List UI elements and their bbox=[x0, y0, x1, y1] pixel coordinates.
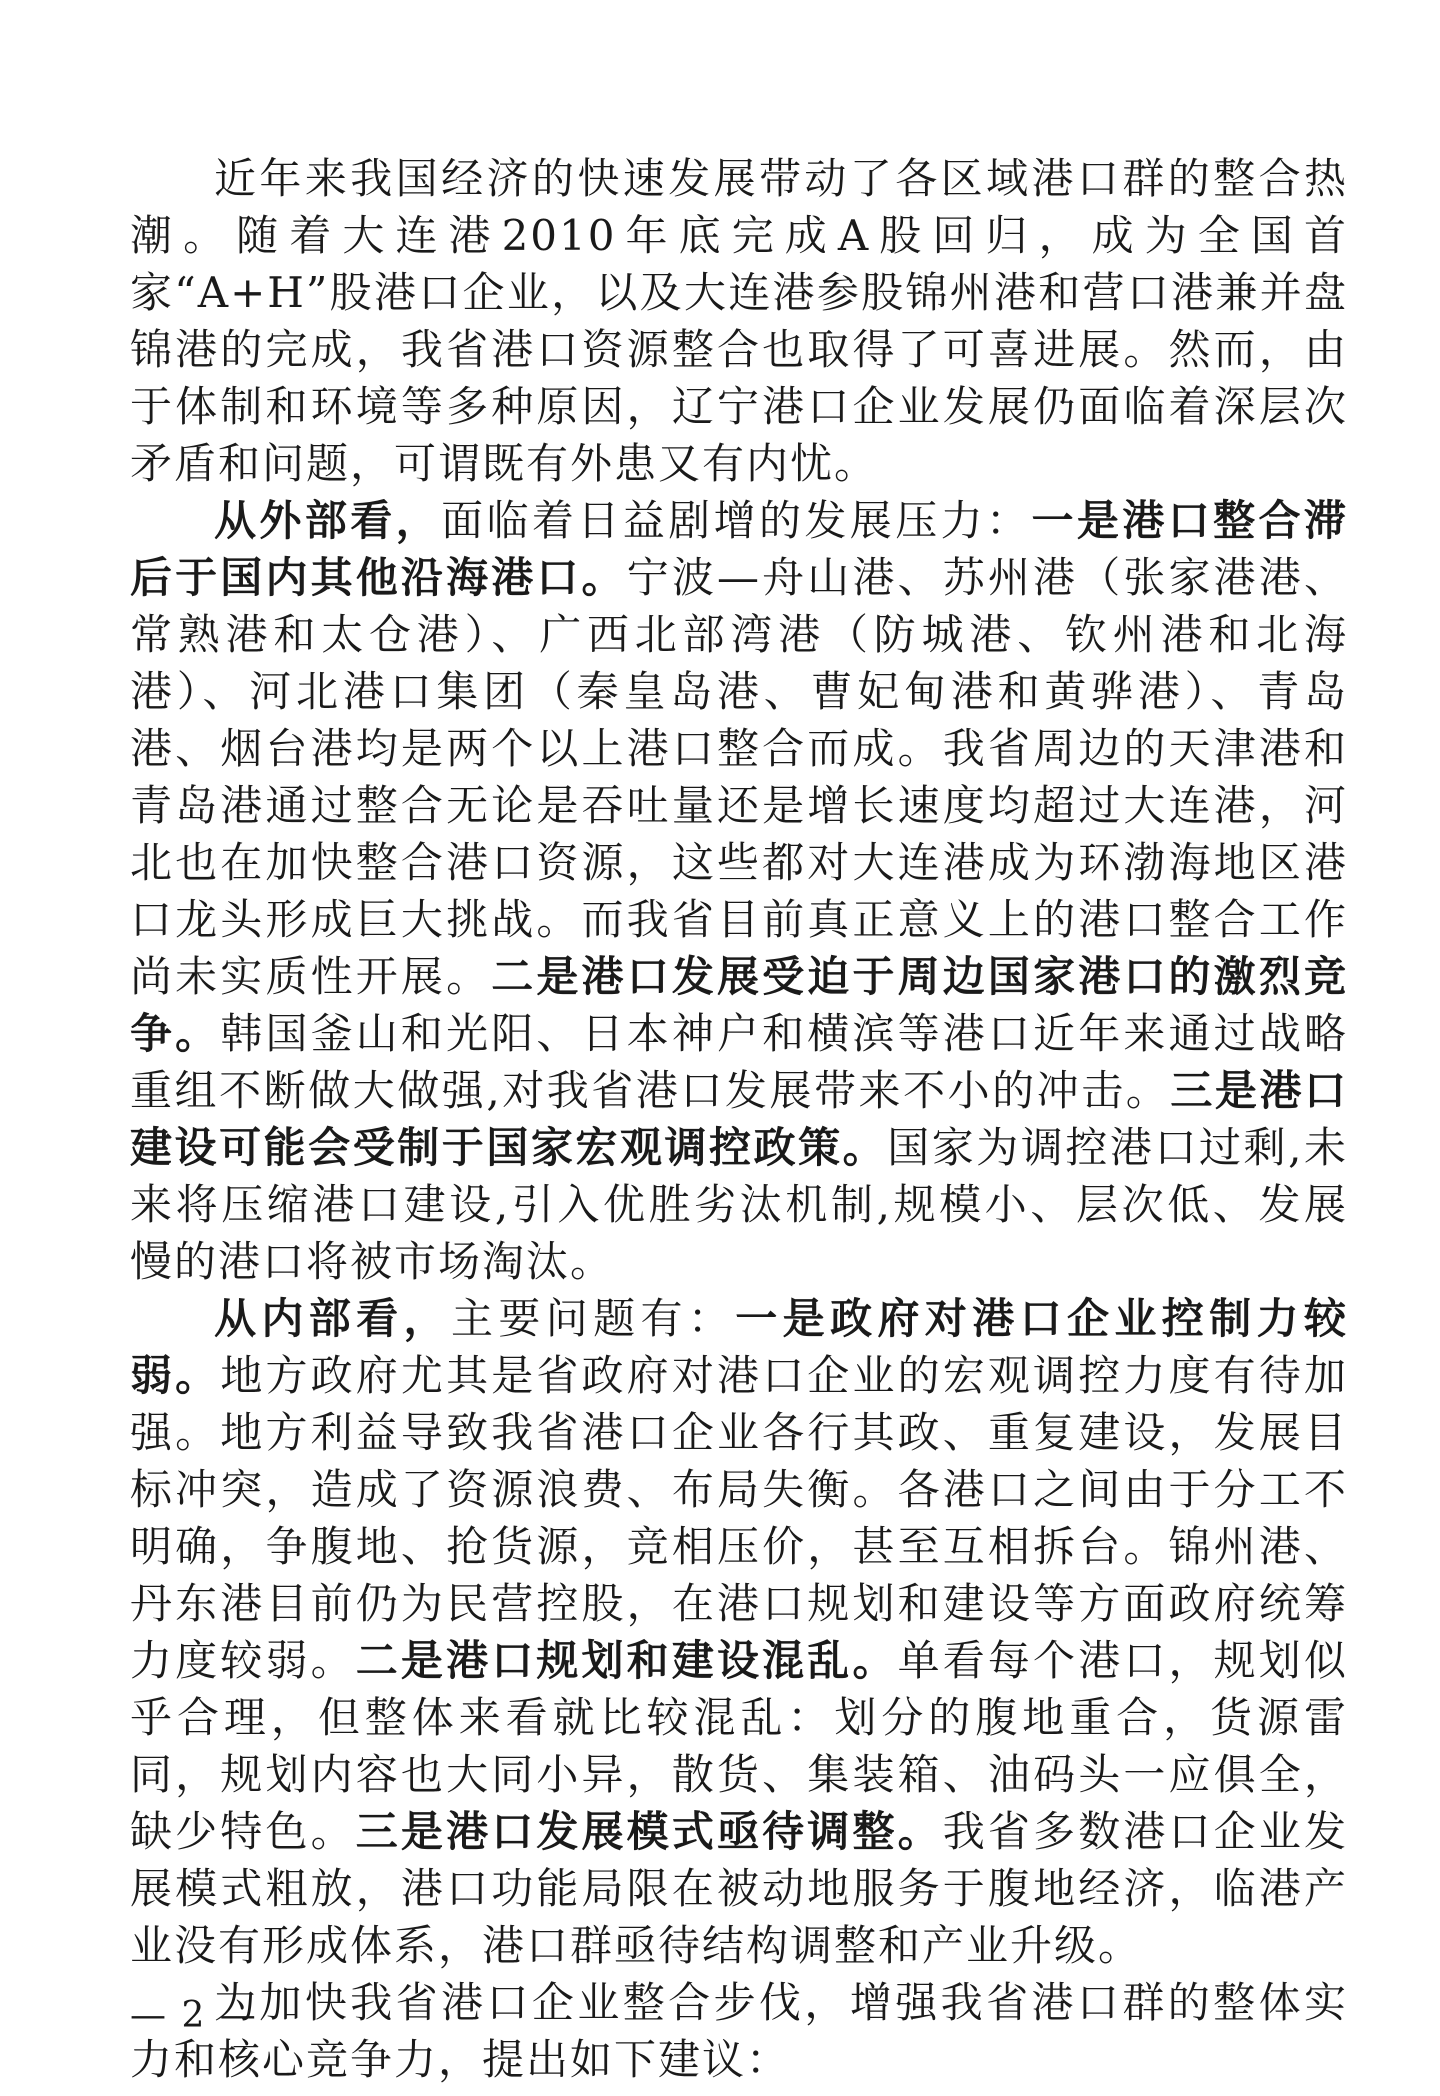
paragraph-internal bbox=[130, 1290, 1348, 1974]
document-page bbox=[130, 150, 1348, 2088]
paragraph-intro bbox=[130, 150, 1348, 492]
text-segment: 国家为调控港口过剩,未来将压缩港口建设,引入优胜劣汰机制,规模小、层次低、发展慢的港口将被市场淘汰。 bbox=[130, 1123, 1348, 1286]
bold-point: 三是港口发展模式亟待调整。 bbox=[355, 1807, 943, 1856]
text-segment: 韩国釜山和光阳、日本神户和横滨等港口近年来通过战略重组不断做大做强,对我省港口发展带来不小的冲击。 bbox=[130, 1009, 1348, 1115]
bold-point: 二是港口发展受迫于周边国家港口的激烈竞争。 bbox=[130, 952, 1348, 1058]
text-segment: 宁波—舟山港、苏州港（张家港港、常熟港和太仓港）、广西北部湾港（防城港、钦州港和北海港）、河北港口集团（秦皇岛港、曹妃甸港和黄骅港）、青岛港、烟台港均是两个以上港口整合而成。我省周边的天津港和青岛港通过整合无论是吞吐量还是增长速度均超过大连港，河北也在加快整合港口资源，这些都对大连港成为环渤海地区港口龙头形成巨大挑战。而我省目前真正意义上的港口整合工作尚未实质性开展。 bbox=[130, 553, 1348, 1001]
paragraph-external bbox=[130, 492, 1348, 1290]
paragraph-proposal bbox=[130, 1974, 1348, 2088]
bold-point: 一是政府对港口企业控制力较弱。 bbox=[130, 1294, 1348, 1400]
bold-heading: 从内部看， bbox=[214, 1294, 451, 1343]
bold-heading: 从外部看， bbox=[214, 496, 442, 545]
text-segment: 我省多数港口企业发展模式粗放，港口功能局限在被动地服务于腹地经济，临港产业没有形成体系，港口群亟待结构调整和产业升级。 bbox=[130, 1807, 1348, 1970]
bold-point: 二是港口规划和建设混乱。 bbox=[355, 1636, 898, 1685]
text-segment: 为加快我省港口企业整合步伐，增强我省港口群的整体实力和核心竞争力，提出如下建议： bbox=[130, 1978, 1348, 2084]
text-segment: 地方政府尤其是省政府对港口企业的宏观调控力度有待加强。地方利益导致我省港口企业各行其政、重复建设，发展目标冲突，造成了资源浪费、布局失衡。各港口之间由于分工不明确，争腹地、抢货源，竞相压价，甚至互相拆台。锦州港、丹东港目前仍为民营控股，在港口规划和建设等方面政府统筹力度较弱。 bbox=[130, 1351, 1348, 1685]
text-segment: 面临着日益剧增的发展压力： bbox=[441, 496, 1032, 545]
text-segment: 主要问题有： bbox=[450, 1294, 736, 1343]
text-segment: 单看每个港口，规划似乎合理，但整体来看就比较混乱：划分的腹地重合，货源雷同，规划内容也大同小异，散货、集装箱、油码头一应俱全，缺少特色。 bbox=[130, 1636, 1348, 1856]
page-number: — 2 — bbox=[130, 1995, 258, 2036]
bold-point: 一是港口整合滞后于国内其他沿海港口。 bbox=[130, 496, 1348, 602]
text-segment: 近年来我国经济的快速发展带动了各区域港口群的整合热潮。随着大连港2010年底完成A股回归，成为全国首家“A+H”股港口企业，以及大连港参股锦州港和营口港兼并盘锦港的完成，我省港口资源整合也取得了可喜进展。然而，由于体制和环境等多种原因，辽宁港口企业发展仍面临着深层次矛盾和问题，可谓既有外患又有内忧。 bbox=[130, 154, 1348, 488]
bold-point: 三是港口建设可能会受制于国家宏观调控政策。 bbox=[130, 1066, 1348, 1172]
